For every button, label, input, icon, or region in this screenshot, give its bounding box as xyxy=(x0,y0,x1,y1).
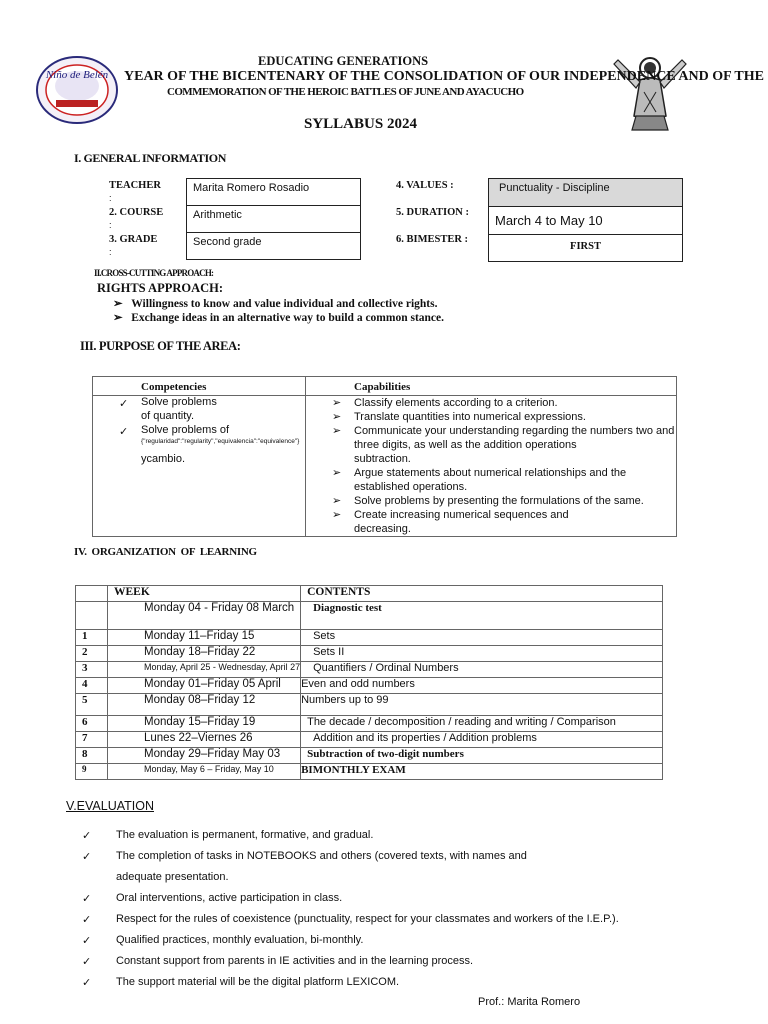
capability-text: Classify elements according to a criterion. xyxy=(354,397,558,409)
capabilities-cell xyxy=(306,396,677,537)
arrow-icon: ➢ xyxy=(332,509,342,521)
capability-item xyxy=(306,494,676,508)
header-line2: YEAR OF THE BICENTENARY OF THE CONSOLIDATION OF OUR INDEPENDENCE AND OF THE xyxy=(124,69,764,84)
table-row xyxy=(76,678,663,694)
evaluation-text: The completion of tasks in NOTEBOOKS and others (covered texts, with names and xyxy=(116,850,527,862)
capability-text: established operations. xyxy=(354,481,468,493)
evaluation-text: Respect for the rules of coexistence (punctuality, respect for your classmates and workers of the I.E.P.). xyxy=(116,913,619,925)
check-icon: ✓ xyxy=(82,893,92,905)
week-number xyxy=(76,602,108,630)
bimester-field: FIRST xyxy=(488,234,683,262)
content-cell: Even and odd numbers xyxy=(301,678,663,694)
week-number: 5 xyxy=(76,694,108,716)
values-field: Punctuality - Discipline xyxy=(488,178,683,207)
check-icon: ✓ xyxy=(82,977,92,989)
bimester-label: 6. BIMESTER : xyxy=(396,234,469,245)
week-number: 7 xyxy=(76,732,108,748)
week-cell: Monday 15–Friday 19 xyxy=(108,716,301,732)
competency-1a: Solve problems xyxy=(141,396,217,408)
purpose-heading: III. PURPOSE OF THE AREA: xyxy=(80,339,241,353)
evaluation-text: The evaluation is permanent, formative, and gradual. xyxy=(116,829,374,841)
content-cell: Sets II xyxy=(301,646,663,662)
week-cell: Monday 08–Friday 12 xyxy=(108,694,301,716)
rights-item-2: ➢ Exchange ideas in an alternative way to build a common stance. xyxy=(113,312,445,324)
content-cell: The decade / decomposition / reading and writing / Comparison xyxy=(301,716,663,732)
table-row xyxy=(76,716,663,732)
competencies-cell xyxy=(93,396,306,537)
week-header: WEEK xyxy=(108,586,301,602)
table-row xyxy=(76,602,663,630)
grade-field: Second grade xyxy=(186,232,361,260)
week-cell: Lunes 22–Viernes 26 xyxy=(108,732,301,748)
evaluation-text: The support material will be the digital platform LEXICOM. xyxy=(116,976,400,988)
purpose-table xyxy=(92,376,677,537)
week-number: 6 xyxy=(76,716,108,732)
angel-illustration xyxy=(610,52,690,134)
evaluation-heading: V.EVALUATION xyxy=(66,799,154,813)
contents-header: CONTENTS xyxy=(301,586,663,602)
cross-heading: II.CROSS-CUTTING APPROACH: xyxy=(94,268,214,278)
content-cell: BIMONTHLY EXAM xyxy=(301,764,663,780)
evaluation-text: adequate presentation. xyxy=(116,871,229,883)
week-cell: Monday, May 6 – Friday, May 10 xyxy=(108,764,301,780)
capability-text: Solve problems by presenting the formulations of the same. xyxy=(354,495,644,507)
capabilities-list xyxy=(306,396,676,536)
check-icon: ✓ xyxy=(82,914,92,926)
signature: Prof.: Marita Romero xyxy=(478,996,581,1008)
check-icon: ✓ xyxy=(82,851,92,863)
table-row xyxy=(76,764,663,780)
capability-text: Communicate your understanding regarding the numbers two and xyxy=(354,425,675,437)
evaluation-text: Constant support from parents in IE activities and in the learning process. xyxy=(116,955,474,967)
organization-table xyxy=(75,585,663,780)
week-number: 3 xyxy=(76,662,108,678)
table-row xyxy=(76,662,663,678)
capability-text: decreasing. xyxy=(354,523,411,535)
competency-2a: Solve problems of xyxy=(141,424,230,436)
week-cell: Monday 04 - Friday 08 March xyxy=(108,602,301,630)
week-number-header xyxy=(76,586,108,602)
check-icon: ✓ xyxy=(82,830,92,842)
evaluation-text: Oral interventions, active participation in class. xyxy=(116,892,343,904)
week-cell: Monday 11–Friday 15 xyxy=(108,630,301,646)
course-field: Arithmetic xyxy=(186,205,361,233)
school-logo xyxy=(36,56,118,124)
course-colon: : xyxy=(109,220,112,230)
content-cell: Numbers up to 99 xyxy=(301,694,663,716)
competency-2c: ycambio. xyxy=(141,453,186,465)
table-row xyxy=(76,630,663,646)
capability-item xyxy=(306,508,676,536)
arrow-icon: ➢ xyxy=(113,298,123,310)
competencies-header: Competencies xyxy=(93,377,306,396)
duration-label: 5. DURATION : xyxy=(396,207,470,218)
teacher-label: TEACHER xyxy=(109,180,161,191)
general-heading: I. GENERAL INFORMATION xyxy=(74,151,226,165)
content-cell: Quantifiers / Ordinal Numbers xyxy=(301,662,663,678)
arrow-icon: ➢ xyxy=(332,467,342,479)
organization-rows xyxy=(76,602,663,780)
teacher-colon: : xyxy=(109,193,112,203)
content-cell: Sets xyxy=(301,630,663,646)
rights-item-1: ➢ Willingness to know and value individual and collective rights. xyxy=(113,298,438,310)
capability-text: three digits, as well as the addition operations xyxy=(354,439,577,451)
check-icon: ✓ xyxy=(82,956,92,968)
capability-item xyxy=(306,396,676,410)
competency-2b: {"regularidad":"regularity","equivalencia":"equivalence"} xyxy=(141,438,300,445)
check-icon: ✓ xyxy=(82,935,92,947)
week-cell: Monday, April 25 - Wednesday, April 27 xyxy=(108,662,301,678)
week-cell: Monday 29–Friday May 03 xyxy=(108,748,301,764)
table-row xyxy=(76,748,663,764)
logo-text: Niño de Belén xyxy=(45,69,109,81)
grade-label: 3. GRADE xyxy=(109,234,158,245)
week-number: 2 xyxy=(76,646,108,662)
header-line3: COMMEMORATION OF THE HEROIC BATTLES OF JUNE AND AYACUCHO xyxy=(167,86,524,98)
table-row xyxy=(76,694,663,716)
content-cell: Subtraction of two-digit numbers xyxy=(301,748,663,764)
organization-heading: IV. ORGANIZATION OF LEARNING xyxy=(74,546,257,558)
page-title: SYLLABUS 2024 xyxy=(304,116,417,132)
grade-colon: : xyxy=(109,247,112,257)
rights-subheading: RIGHTS APPROACH: xyxy=(97,281,224,295)
content-cell: Diagnostic test xyxy=(301,602,663,630)
arrow-icon: ➢ xyxy=(332,425,342,437)
arrow-icon: ➢ xyxy=(332,397,342,409)
table-row xyxy=(76,646,663,662)
week-number: 9 xyxy=(76,764,108,780)
capability-text: subtraction. xyxy=(354,453,411,465)
duration-field: March 4 to May 10 xyxy=(488,206,683,235)
week-number: 1 xyxy=(76,630,108,646)
evaluation-text: Qualified practices, monthly evaluation, bi-monthly. xyxy=(116,934,364,946)
capability-text: Translate quantities into numerical expressions. xyxy=(354,411,586,423)
capability-item xyxy=(306,466,676,494)
values-label: 4. VALUES : xyxy=(396,180,454,191)
capability-item xyxy=(306,410,676,424)
capability-item xyxy=(306,424,676,466)
check-icon: ✓ xyxy=(119,398,129,410)
week-number: 4 xyxy=(76,678,108,694)
arrow-icon: ➢ xyxy=(332,495,342,507)
week-cell: Monday 01–Friday 05 April xyxy=(108,678,301,694)
capabilities-header: Capabilities xyxy=(306,377,677,396)
check-icon: ✓ xyxy=(119,426,129,438)
capability-text: Create increasing numerical sequences and xyxy=(354,509,569,521)
arrow-icon: ➢ xyxy=(113,312,123,324)
header-line1: EDUCATING GENERATIONS xyxy=(258,54,429,68)
week-cell: Monday 18–Friday 22 xyxy=(108,646,301,662)
teacher-field: Marita Romero Rosadio xyxy=(186,178,361,206)
content-cell: Addition and its properties / Addition problems xyxy=(301,732,663,748)
competency-1b: of quantity. xyxy=(141,410,194,422)
arrow-icon: ➢ xyxy=(332,411,342,423)
table-row xyxy=(76,732,663,748)
week-number: 8 xyxy=(76,748,108,764)
capability-text: Argue statements about numerical relationships and the xyxy=(354,467,627,479)
course-label: 2. COURSE xyxy=(109,207,164,218)
